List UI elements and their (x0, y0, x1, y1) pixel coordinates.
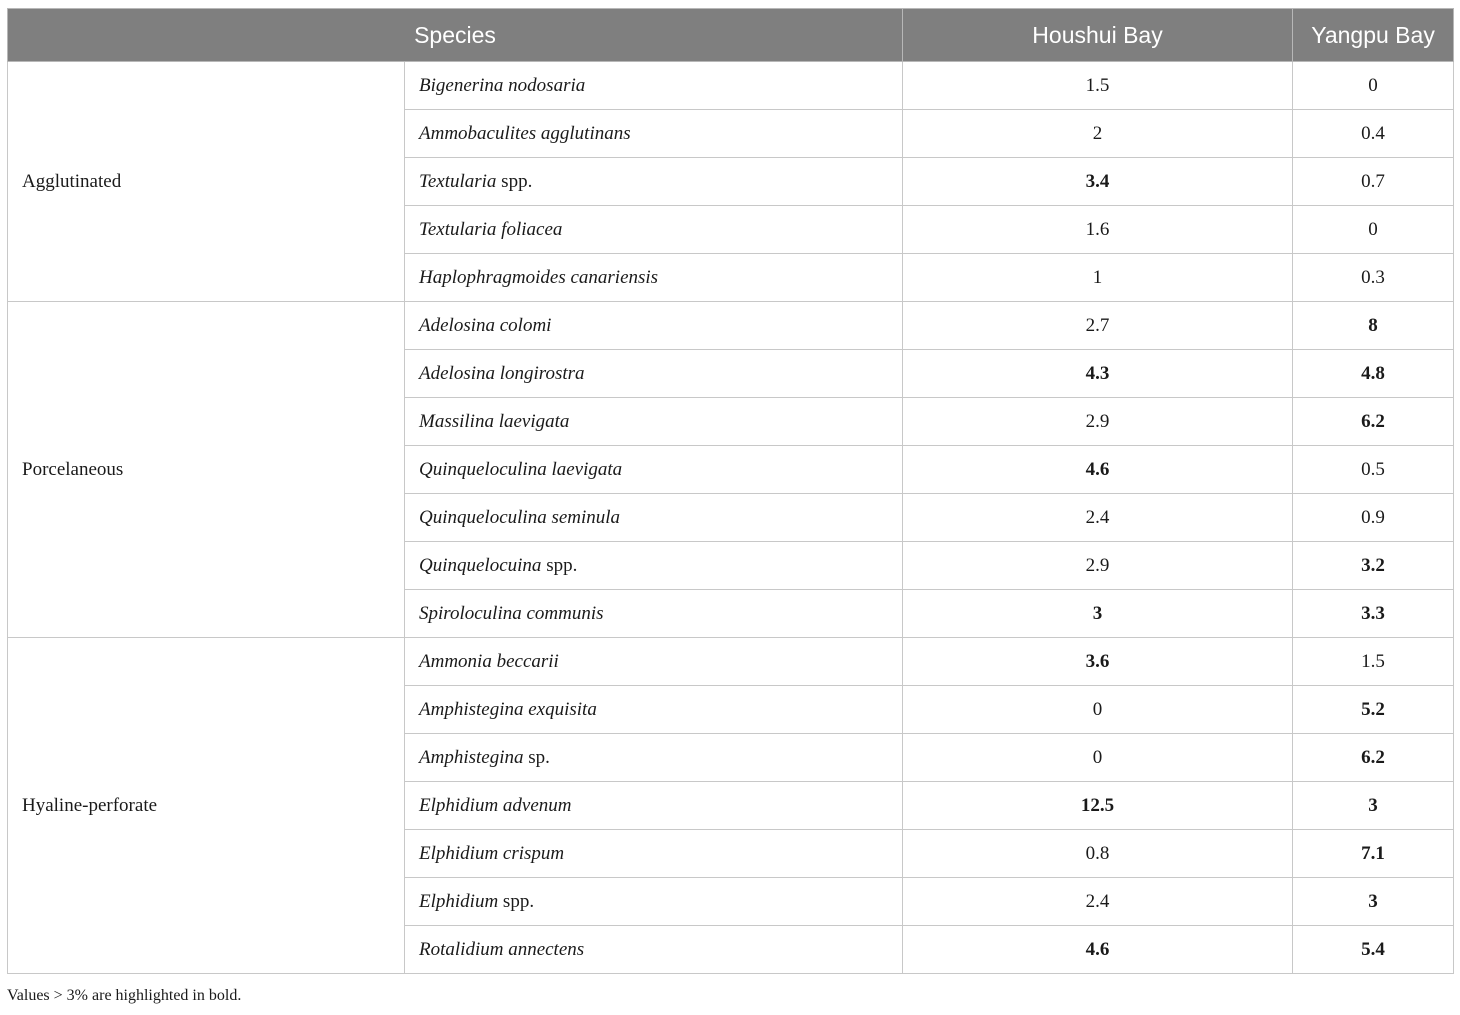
species-cell (405, 110, 903, 158)
species-suffix: spp. (541, 554, 578, 576)
species-name: Ammobaculites agglutinans (419, 122, 631, 144)
yangpu-bay-value: 8 (1293, 302, 1454, 350)
houshui-bay-value: 4.6 (903, 446, 1293, 494)
group-label: Hyaline-perforate (8, 638, 405, 974)
species-name: Ammonia beccarii (419, 650, 559, 672)
houshui-bay-value: 4.6 (903, 926, 1293, 974)
species-cell (405, 734, 903, 782)
yangpu-bay-value: 7.1 (1293, 830, 1454, 878)
species-cell (405, 782, 903, 830)
houshui-bay-value: 4.3 (903, 350, 1293, 398)
table-row (8, 638, 1454, 686)
species-cell (405, 638, 903, 686)
species-cell (405, 446, 903, 494)
houshui-bay-value: 3 (903, 590, 1293, 638)
species-cell (405, 350, 903, 398)
species-cell (405, 62, 903, 110)
houshui-bay-value: 0 (903, 686, 1293, 734)
species-name: Amphistegina exquisita (419, 698, 597, 720)
species-name: Quinquelocuina (419, 554, 542, 576)
species-name: Textularia foliacea (419, 218, 563, 240)
species-name: Elphidium crispum (419, 842, 565, 864)
species-cell (405, 494, 903, 542)
yangpu-bay-value: 6.2 (1293, 734, 1454, 782)
yangpu-bay-value: 5.4 (1293, 926, 1454, 974)
species-name: Adelosina longirostra (419, 362, 585, 384)
houshui-bay-value: 2.7 (903, 302, 1293, 350)
header-species: Species (8, 9, 903, 62)
species-name: Elphidium (419, 890, 499, 912)
houshui-bay-value: 2 (903, 110, 1293, 158)
yangpu-bay-value: 3.2 (1293, 542, 1454, 590)
species-abundance-table (7, 8, 1454, 974)
houshui-bay-value: 2.4 (903, 878, 1293, 926)
species-cell (405, 254, 903, 302)
yangpu-bay-value: 3 (1293, 782, 1454, 830)
yangpu-bay-value: 0 (1293, 206, 1454, 254)
group-label: Porcelaneous (8, 302, 405, 638)
species-cell (405, 206, 903, 254)
species-cell (405, 542, 903, 590)
yangpu-bay-value: 0.4 (1293, 110, 1454, 158)
header-houshui-bay: Houshui Bay (903, 9, 1293, 62)
species-suffix: spp. (498, 890, 535, 912)
species-name: Bigenerina nodosaria (419, 74, 586, 96)
yangpu-bay-value: 0.9 (1293, 494, 1454, 542)
yangpu-bay-value: 0.3 (1293, 254, 1454, 302)
species-cell (405, 590, 903, 638)
yangpu-bay-value: 3.3 (1293, 590, 1454, 638)
yangpu-bay-value: 4.8 (1293, 350, 1454, 398)
table-body (8, 62, 1454, 974)
group-label: Agglutinated (8, 62, 405, 302)
species-cell (405, 926, 903, 974)
header-row (8, 9, 1454, 62)
yangpu-bay-value: 0 (1293, 62, 1454, 110)
houshui-bay-value: 0.8 (903, 830, 1293, 878)
species-name: Rotalidium annectens (419, 938, 585, 960)
yangpu-bay-value: 1.5 (1293, 638, 1454, 686)
data-table-container (7, 8, 1453, 974)
houshui-bay-value: 2.4 (903, 494, 1293, 542)
houshui-bay-value: 3.6 (903, 638, 1293, 686)
species-name: Quinqueloculina laevigata (419, 458, 623, 480)
species-cell (405, 302, 903, 350)
species-name: Spiroloculina communis (419, 602, 604, 624)
species-cell (405, 878, 903, 926)
species-name: Adelosina colomi (419, 314, 552, 336)
species-cell (405, 158, 903, 206)
yangpu-bay-value: 3 (1293, 878, 1454, 926)
header-yangpu-bay: Yangpu Bay (1293, 9, 1454, 62)
species-name: Amphistegina (419, 746, 524, 768)
table-footnote: Values > 3% are highlighted in bold. (7, 987, 242, 1004)
houshui-bay-value: 1 (903, 254, 1293, 302)
species-cell (405, 398, 903, 446)
species-suffix: spp. (496, 170, 533, 192)
species-name: Elphidium advenum (419, 794, 572, 816)
species-name: Textularia (419, 170, 497, 192)
table-row (8, 62, 1454, 110)
houshui-bay-value: 3.4 (903, 158, 1293, 206)
yangpu-bay-value: 5.2 (1293, 686, 1454, 734)
species-cell (405, 686, 903, 734)
species-name: Massilina laevigata (419, 410, 570, 432)
species-name: Quinqueloculina seminula (419, 506, 621, 528)
houshui-bay-value: 2.9 (903, 398, 1293, 446)
species-suffix: sp. (523, 746, 550, 768)
species-cell (405, 830, 903, 878)
houshui-bay-value: 0 (903, 734, 1293, 782)
houshui-bay-value: 1.6 (903, 206, 1293, 254)
yangpu-bay-value: 0.5 (1293, 446, 1454, 494)
houshui-bay-value: 12.5 (903, 782, 1293, 830)
yangpu-bay-value: 6.2 (1293, 398, 1454, 446)
houshui-bay-value: 2.9 (903, 542, 1293, 590)
yangpu-bay-value: 0.7 (1293, 158, 1454, 206)
species-name: Haplophragmoides canariensis (419, 266, 659, 288)
table-row (8, 302, 1454, 350)
houshui-bay-value: 1.5 (903, 62, 1293, 110)
